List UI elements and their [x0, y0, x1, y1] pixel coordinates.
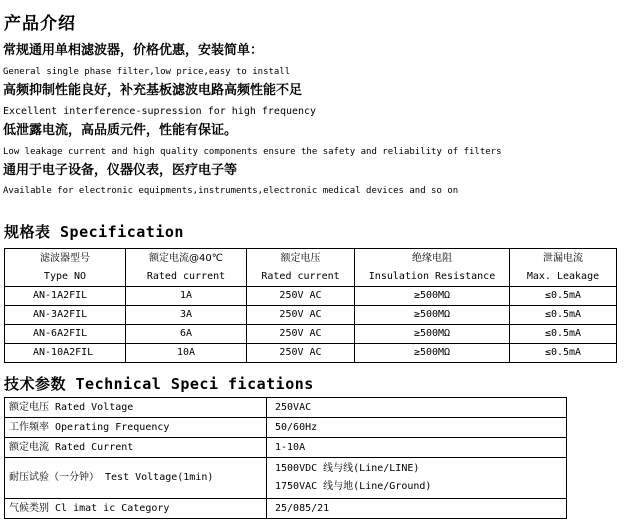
tech-label: 工作频率 Operating Frequency: [5, 418, 267, 438]
product-intro-title: 产品介绍: [4, 14, 76, 34]
spec-table: [4, 248, 617, 363]
spec-insulation: ≥500MΩ: [355, 287, 510, 306]
tech-label: 额定电压 Rated Voltage: [5, 398, 267, 418]
spec-insulation: ≥500MΩ: [355, 325, 510, 344]
tech-label: 耐压试验（一分钟） Test Voltage(1min): [5, 458, 267, 499]
spec-header-cn: 泄漏电流: [510, 249, 617, 269]
spec-header-en-row: [5, 268, 617, 287]
spec-rated-current: 6A: [126, 325, 247, 344]
table-row: [5, 499, 567, 519]
tech-value-line-to-ground: 1750VAC 线与地(Line/Ground): [275, 481, 432, 492]
spec-header-en: Type NO: [5, 268, 126, 287]
spec-title: 规格表 Specification: [4, 223, 184, 241]
table-row: [5, 306, 617, 325]
spec-header-en: Rated current: [247, 268, 355, 287]
tech-value: 1-10A: [267, 438, 567, 458]
tech-value: 50/60Hz: [267, 418, 567, 438]
intro-cn-2: 高频抑制性能良好，补充基板滤波电路高频性能不足: [3, 83, 303, 98]
spec-header-en: Max. Leakage: [510, 268, 617, 287]
spec-type-no: AN-10A2FIL: [5, 344, 126, 363]
spec-rated-current: 1A: [126, 287, 247, 306]
spec-insulation: ≥500MΩ: [355, 306, 510, 325]
tech-table: [4, 397, 567, 519]
spec-type-no: AN-6A2FIL: [5, 325, 126, 344]
spec-leakage: ≤0.5mA: [510, 325, 617, 344]
table-row: [5, 418, 567, 438]
table-row: [5, 458, 567, 499]
spec-insulation: ≥500MΩ: [355, 344, 510, 363]
tech-label: 额定电流 Rated Current: [5, 438, 267, 458]
spec-rated-voltage: 250V AC: [247, 287, 355, 306]
spec-header-cn: 额定电压: [247, 249, 355, 269]
intro-en-3: Low leakage current and high quality components ensure the safety and reliability of filters: [3, 147, 502, 157]
intro-en-1: General single phase filter,low price,easy to install: [3, 67, 291, 77]
spec-leakage: ≤0.5mA: [510, 306, 617, 325]
spec-type-no: AN-1A2FIL: [5, 287, 126, 306]
table-row: [5, 344, 617, 363]
spec-rated-current: 10A: [126, 344, 247, 363]
table-row: [5, 398, 567, 418]
intro-en-4: Available for electronic equipments,instruments,electronic medical devices and so on: [3, 186, 459, 196]
tech-value-multi: [267, 458, 567, 499]
spec-rated-voltage: 250V AC: [247, 344, 355, 363]
spec-header-en: Insulation Resistance: [355, 268, 510, 287]
tech-value: 250VAC: [267, 398, 567, 418]
intro-en-2: Excellent interference-supression for high frequency: [3, 106, 317, 117]
spec-rated-voltage: 250V AC: [247, 325, 355, 344]
tech-value: 25/085/21: [267, 499, 567, 519]
spec-header-cn: 滤波器型号: [5, 249, 126, 269]
spec-header-en: Rated current: [126, 268, 247, 287]
intro-cn-3: 低泄露电流，高品质元件，性能有保证。: [3, 123, 238, 138]
intro-cn-1: 常规通用单相滤波器，价格优惠，安装简单：: [3, 43, 264, 58]
spec-header-cn-row: [5, 249, 617, 269]
table-row: [5, 287, 617, 306]
spec-rated-current: 3A: [126, 306, 247, 325]
spec-header-cn: 额定电流@40℃: [126, 249, 247, 269]
table-row: [5, 325, 617, 344]
spec-type-no: AN-3A2FIL: [5, 306, 126, 325]
spec-header-cn: 绝缘电阻: [355, 249, 510, 269]
tech-value-line-to-line: 1500VDC 线与线(Line/LINE): [275, 463, 420, 474]
spec-leakage: ≤0.5mA: [510, 344, 617, 363]
intro-cn-4: 通用于电子设备，仪器仪表，医疗电子等: [3, 163, 238, 178]
table-row: [5, 438, 567, 458]
tech-label: 气候类别 Cl imat ic Category: [5, 499, 267, 519]
spec-rated-voltage: 250V AC: [247, 306, 355, 325]
spec-leakage: ≤0.5mA: [510, 287, 617, 306]
tech-title: 技术参数 Technical Speci fications: [4, 375, 314, 393]
